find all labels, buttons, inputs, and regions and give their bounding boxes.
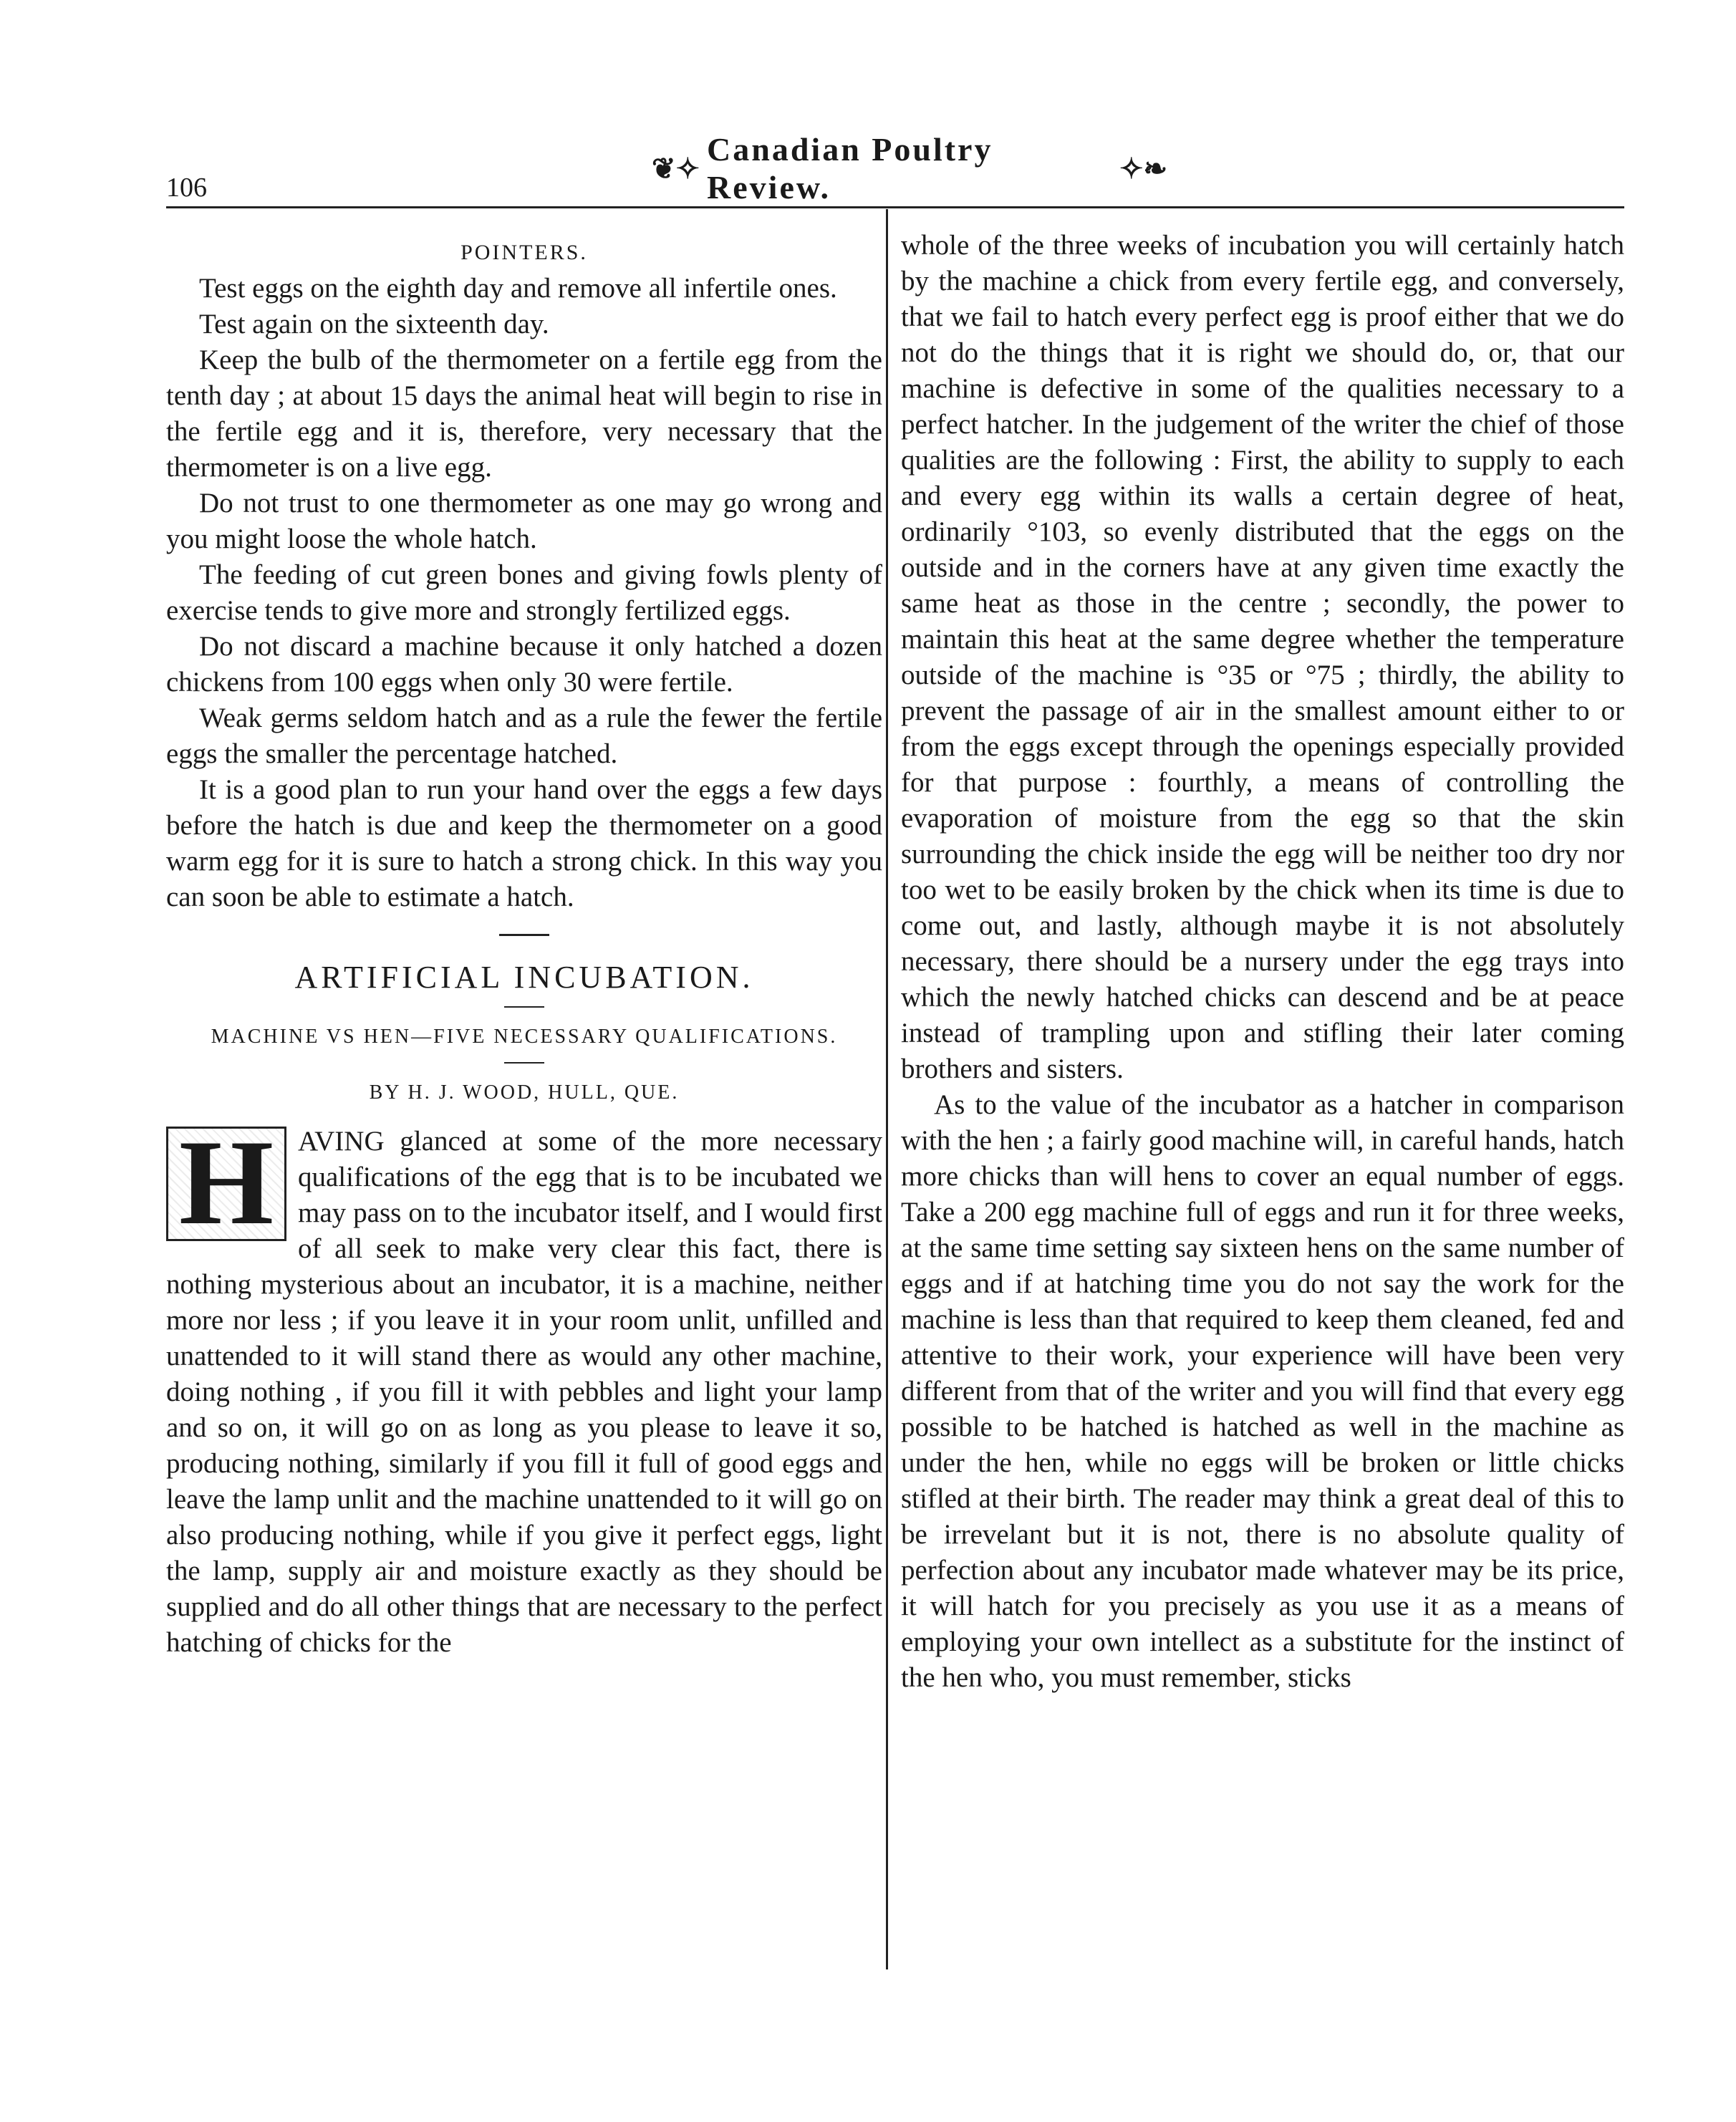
title-divider (504, 1006, 544, 1008)
ornament-right-icon: ✧❧ (1119, 152, 1167, 185)
pointer-paragraph: Keep the bulb of the thermometer on a fertile egg from the tenth day ; at about 15 days the animal heat will begin to rise in the fertile egg and it is, therefore, very necessary that the thermometer is on a live egg. (166, 344, 882, 483)
pointer-paragraph: The feeding of cut green bones and giving fowls plenty of exercise tends to give more and strongly fertilized eggs. (166, 559, 882, 626)
article-body-right-paragraph: whole of the three weeks of incubation you will certainly hatch by the machine a chick from every fertile egg, and conversely, that we fail to hatch every perfect egg is proof either that we do not do the things that it is right we should do, or, that our machine is defective in some of the qualities necessary to a perfect hatcher. In the judgement of the writer the chief of those qualities are the following : First, the ability to supply to each and every egg within its walls a certain degree of heat, ordinarily °103, so evenly distributed that the eggs on the outside and in the corners have at any given time exactly the same heat as those in the centre ; secondly, the power to maintain this heat at the same degree whether the temperature outside of the machine is °35 or °75 ; thirdly, the ability to prevent the passage of air in the smallest amount either to or from the eggs except through the openings especially provided for that purpose : fourthly, a means of controlling the evaporation of moisture from the egg so that the skin surrounding the chick inside the egg will be neither too dry nor too wet to be easily broken by the chick when its time is due to come out, and lastly, although maybe it is not absolutely necessary, there should be a nursery under the egg trays into which the newly hatched chicks can descend and be at peace instead of trampling upon and stifling their later coming brothers and sisters. (901, 230, 1624, 1084)
article-body-right-paragraph: As to the value of the incubator as a hatcher in comparison with the hen ; a fairly good machine will, in careful hands, hatch more chicks than will hens to cover an equal number of eggs. Take a 200 egg machine full of eggs and run it for three weeks, at the same time setting say sixteen hens on the same number of eggs and if at hatching time you do not say the work for the machine is less than that required to keep them cleaned, fed and attentive to their work, your experience will have been very different from that of the writer and you will find that every egg possible to be hatched is hatched as well in the machine as under the hen, while no eggs will be broken or little chicks stifled at their birth. The reader may think a great deal of this to be irrevelant but it is not, there is no absolute quality of perfection about any incubator made whatever may be its price, it will hatch for you precisely as you use it as a means of employing your own intellect as a substitute for the instinct of the hen who, you must remember, sticks (901, 1089, 1624, 1693)
masthead (645, 131, 1175, 206)
pointer-paragraph: It is a good plan to run your hand over the eggs a few days before the hatch is due and keep the thermometer on a good warm egg for it is sure to hatch a strong chick. In this way you can soon be able to estimate a hatch. (166, 774, 882, 912)
masthead-title: Canadian Poultry Review. (707, 131, 993, 206)
article-subtitle: MACHINE VS HEN—FIVE NECESSARY QUALIFICATIONS. (211, 1026, 838, 1048)
article-byline: BY H. J. WOOD, HULL, QUE. (369, 1081, 680, 1104)
left-column (166, 228, 882, 1661)
pointer-paragraph: Test eggs on the eighth day and remove all infertile ones. (199, 273, 837, 304)
subtitle-divider (504, 1062, 544, 1064)
column-divider (886, 209, 888, 1969)
page-number: 106 (166, 173, 207, 203)
pointer-paragraph: Do not trust to one thermometer as one may go wrong and you might loose the whole hatch. (166, 488, 882, 554)
section-divider (499, 934, 549, 936)
article-body-left: AVING glanced at some of the more necessary qualifications of the egg that is to be incubated we may pass on to the incubator itself, and I would first of all seek to make very clear this fact, there is nothing mysterious about an incubator, it is a machine, neither more nor less ; if you leave it in your room unlit, unfilled and unattended to it will stand there as would any other machine, doing nothing , if you fill it with pebbles and light your lamp and so on, it will go on as long as you please to leave it so, producing nothing, similarly if you fill it full of good eggs and leave the lamp unlit and the machine unattended to it will go on also producing nothing, while if you give it perfect eggs, light the lamp, supply air and moisture exactly as they should be supplied and do all other things that are necessary to the perfect hatching of chicks for the (166, 1126, 882, 1658)
pointer-paragraph: Weak germs seldom hatch and as a rule the fewer the fertile eggs the smaller the percentage hatched. (166, 703, 882, 769)
pointer-paragraph: Do not discard a machine because it only hatched a dozen chickens from 100 eggs when only 30 were fertile. (166, 631, 882, 698)
ornament-left-icon: ❦✧ (652, 152, 700, 185)
article-title: ARTIFICIAL INCUBATION. (294, 960, 754, 995)
header-rule (166, 206, 1624, 208)
pointer-paragraph: Test again on the sixteenth day. (199, 309, 549, 339)
drop-cap-letter: H (178, 1115, 274, 1250)
right-column (901, 228, 1624, 1696)
pointers-heading: POINTERS. (460, 241, 588, 264)
drop-cap (166, 1115, 286, 1250)
